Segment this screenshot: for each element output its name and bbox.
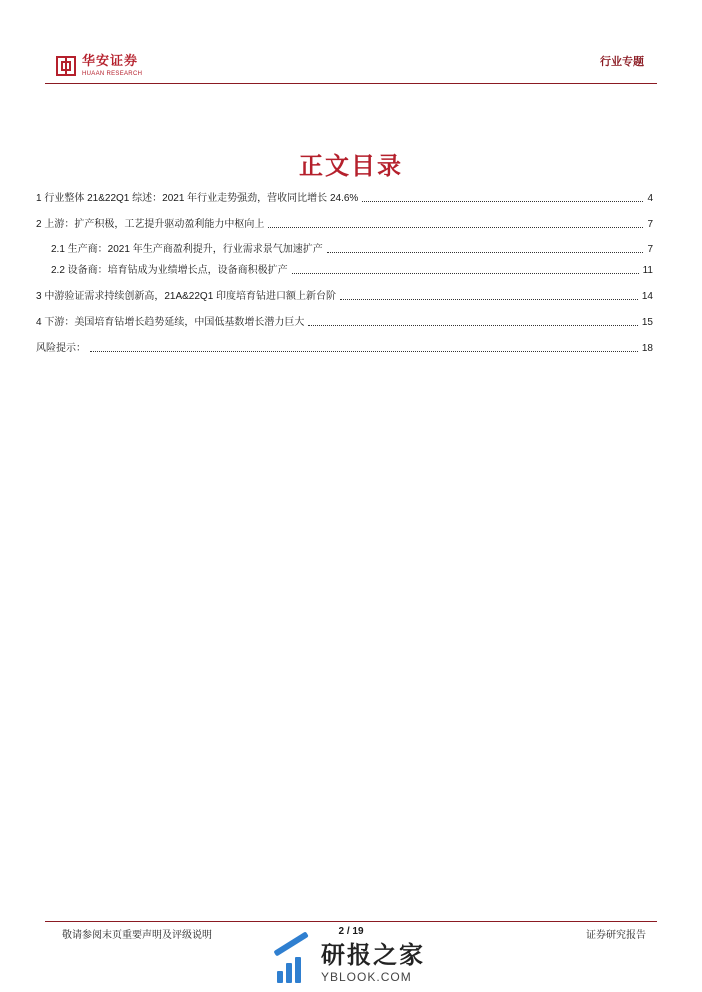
page-indicator: 2 / 19 — [338, 926, 364, 937]
toc-entry[interactable] — [36, 341, 653, 354]
watermark-name-cn: 研报之家 — [321, 942, 425, 969]
toc-entry-label: 2.1 生产商：2021 年生产商盈利提升，行业需求景气加速扩产 — [51, 244, 323, 255]
toc-leader-dots — [340, 299, 638, 300]
toc-entry-label: 1 行业整体 21&22Q1 综述：2021 年行业走势强劲，营收同比增长 24.6% — [36, 193, 359, 204]
company-logo — [56, 55, 142, 77]
watermark — [275, 944, 425, 983]
toc-entry[interactable] — [36, 217, 653, 230]
footer-disclaimer: 敬请参阅末页重要声明及评级说明 — [62, 930, 212, 941]
report-type-label: 行业专题 — [600, 56, 644, 68]
toc-subentry[interactable] — [36, 263, 653, 276]
seal-icon — [56, 56, 76, 76]
toc-entry[interactable] — [36, 289, 653, 302]
toc-entry-page: 18 — [641, 343, 653, 354]
toc-entry[interactable] — [36, 315, 653, 328]
footer-divider — [45, 921, 657, 922]
footer-report-label: 证券研究报告 — [586, 930, 646, 941]
toc-leader-dots — [308, 325, 638, 326]
toc-title: 正文目录 — [299, 153, 403, 180]
watermark-name-en: YBLOOK.COM — [321, 970, 412, 984]
toc-entry-label: 3 中游验证需求持续创新高，21A&22Q1 印度培育钻进口额上新台阶 — [36, 291, 337, 302]
toc-entry[interactable] — [36, 191, 653, 204]
toc-leader-dots — [268, 227, 643, 228]
toc-leader-dots — [327, 252, 644, 253]
toc-subentry[interactable] — [36, 242, 653, 255]
logo-name-cn: 华安证券 — [82, 54, 139, 69]
toc-entry-page: 11 — [642, 265, 653, 276]
toc-entry-page: 15 — [641, 317, 653, 328]
toc-entry-label: 2.2 设备商：培育钻成为业绩增长点，设备商积极扩产 — [51, 265, 288, 276]
toc-entry-label: 4 下游：美国培育钻增长趋势延续，中国低基数增长潜力巨大 — [36, 317, 305, 328]
toc-entry-label: 风险提示： — [36, 343, 86, 354]
logo-name-en: HUAAN RESEARCH — [82, 71, 143, 77]
toc-entry-page: 4 — [647, 193, 653, 204]
toc-entry-label: 2 上游：扩产积极，工艺提升驱动盈利能力中枢向上 — [36, 219, 265, 230]
toc-leader-dots — [292, 273, 639, 274]
toc-entry-page: 7 — [647, 219, 653, 230]
toc-leader-dots — [90, 351, 638, 352]
toc-entry-page: 7 — [647, 244, 653, 255]
header-divider — [45, 83, 657, 84]
toc-entry-page: 14 — [641, 291, 653, 302]
toc-leader-dots — [362, 201, 643, 202]
bar-chart-icon — [275, 945, 315, 983]
table-of-contents — [36, 191, 653, 354]
